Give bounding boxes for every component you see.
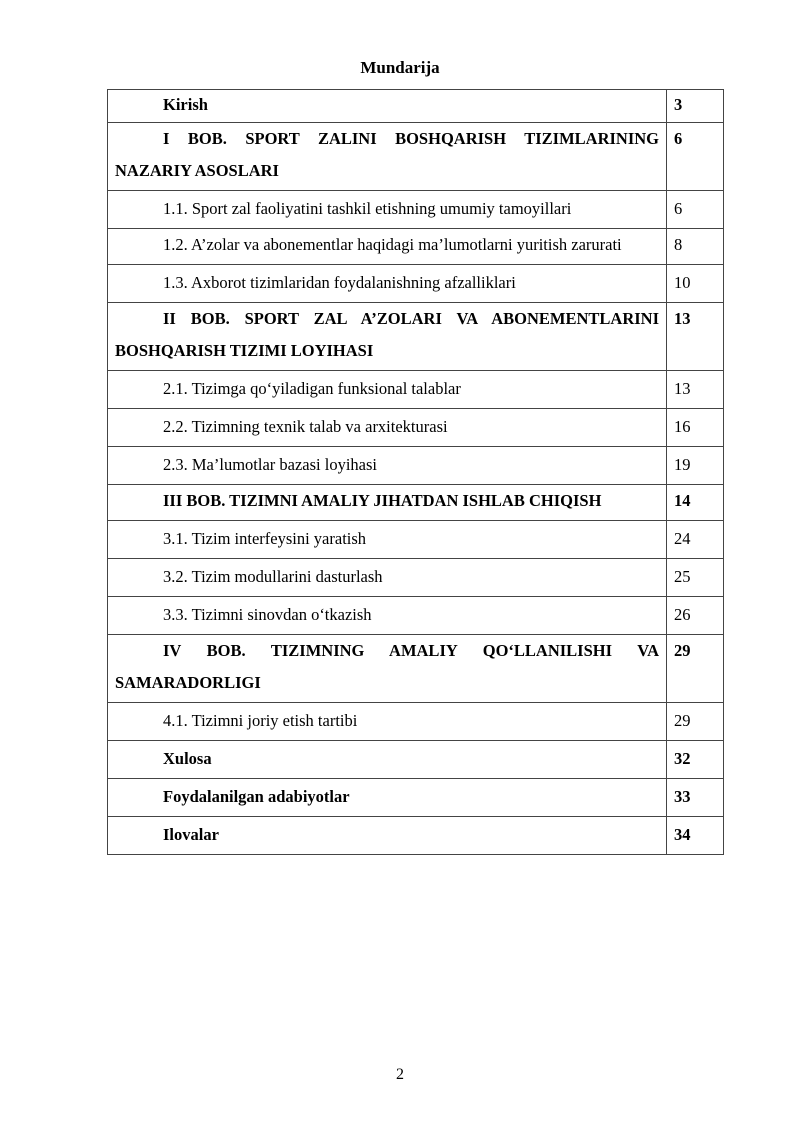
toc-entry-page: 14 bbox=[667, 485, 724, 521]
toc-entry-page: 34 bbox=[667, 817, 724, 855]
toc-row-section-3-1 bbox=[108, 521, 724, 559]
toc-row-chapter-3 bbox=[108, 485, 724, 521]
toc-row-appendices bbox=[108, 817, 724, 855]
toc-entry-title: 3.1. Tizim interfeysini yaratish bbox=[108, 521, 667, 559]
toc-entry-title: II BOB. SPORT ZAL A’ZOLARI VA ABONEMENTLARINI BOSHQARISH TIZIMI LOYIHASI bbox=[108, 303, 667, 371]
toc-entry-page: 25 bbox=[667, 559, 724, 597]
toc-entry-page: 13 bbox=[667, 303, 724, 371]
toc-entry-title: 3.3. Tizimni sinovdan o‘tkazish bbox=[108, 597, 667, 635]
toc-entry-page: 29 bbox=[667, 635, 724, 703]
toc-entry-page: 29 bbox=[667, 703, 724, 741]
toc-entry-title: Kirish bbox=[108, 90, 667, 123]
toc-row-chapter-1 bbox=[108, 123, 724, 191]
toc-row-section-2-3 bbox=[108, 447, 724, 485]
toc-entry-page: 24 bbox=[667, 521, 724, 559]
toc-entry-title: 2.1. Tizimga qo‘yiladigan funksional talablar bbox=[108, 371, 667, 409]
toc-entry-page: 8 bbox=[667, 229, 724, 265]
toc-entry-title: 1.1. Sport zal faoliyatini tashkil etishning umumiy tamoyillari bbox=[108, 191, 667, 229]
toc-entry-page: 32 bbox=[667, 741, 724, 779]
toc-entry-title: 2.3. Ma’lumotlar bazasi loyihasi bbox=[108, 447, 667, 485]
toc-entry-page: 6 bbox=[667, 191, 724, 229]
toc-row-chapter-2 bbox=[108, 303, 724, 371]
toc-row-section-3-2 bbox=[108, 559, 724, 597]
toc-entry-page: 26 bbox=[667, 597, 724, 635]
toc-entry-page: 16 bbox=[667, 409, 724, 447]
toc-entry-title: Xulosa bbox=[108, 741, 667, 779]
toc-row-section-2-1 bbox=[108, 371, 724, 409]
toc-row-section-2-2 bbox=[108, 409, 724, 447]
toc-row-section-3-3 bbox=[108, 597, 724, 635]
toc-entry-page: 6 bbox=[667, 123, 724, 191]
table-of-contents bbox=[107, 89, 724, 855]
toc-entry-title: Ilovalar bbox=[108, 817, 667, 855]
toc-row-section-1-3 bbox=[108, 265, 724, 303]
toc-entry-title: 3.2. Tizim modullarini dasturlash bbox=[108, 559, 667, 597]
toc-entry-page: 19 bbox=[667, 447, 724, 485]
toc-entry-title: Foydalanilgan adabiyotlar bbox=[108, 779, 667, 817]
page-title: Mundarija bbox=[360, 58, 440, 77]
toc-row-references bbox=[108, 779, 724, 817]
toc-entry-title: III BOB. TIZIMNI AMALIY JIHATDAN ISHLAB CHIQISH bbox=[108, 485, 667, 521]
toc-entry-title: 4.1. Tizimni joriy etish tartibi bbox=[108, 703, 667, 741]
toc-entry-title: IV BOB. TIZIMNING AMALIY QO‘LLANILISHI VA SAMARADORLIGI bbox=[108, 635, 667, 703]
toc-entry-page: 13 bbox=[667, 371, 724, 409]
toc-row-section-1-1 bbox=[108, 191, 724, 229]
toc-entry-title: 1.2. A’zolar va abonementlar haqidagi ma’lumotlarni yuritish zarurati bbox=[108, 229, 667, 265]
toc-entry-page: 33 bbox=[667, 779, 724, 817]
toc-row-intro bbox=[108, 90, 724, 123]
toc-entry-title: 1.3. Axborot tizimlaridan foydalanishning afzalliklari bbox=[108, 265, 667, 303]
toc-row-section-4-1 bbox=[108, 703, 724, 741]
toc-row-chapter-4 bbox=[108, 635, 724, 703]
toc-row-conclusion bbox=[108, 741, 724, 779]
toc-row-section-1-2 bbox=[108, 229, 724, 265]
toc-entry-title: 2.2. Tizimning texnik talab va arxitekturasi bbox=[108, 409, 667, 447]
toc-entry-page: 3 bbox=[667, 90, 724, 123]
toc-entry-title: I BOB. SPORT ZALINI BOSHQARISH TIZIMLARINING NAZARIY ASOSLARI bbox=[108, 123, 667, 191]
page-number: 2 bbox=[396, 1066, 404, 1083]
toc-entry-page: 10 bbox=[667, 265, 724, 303]
